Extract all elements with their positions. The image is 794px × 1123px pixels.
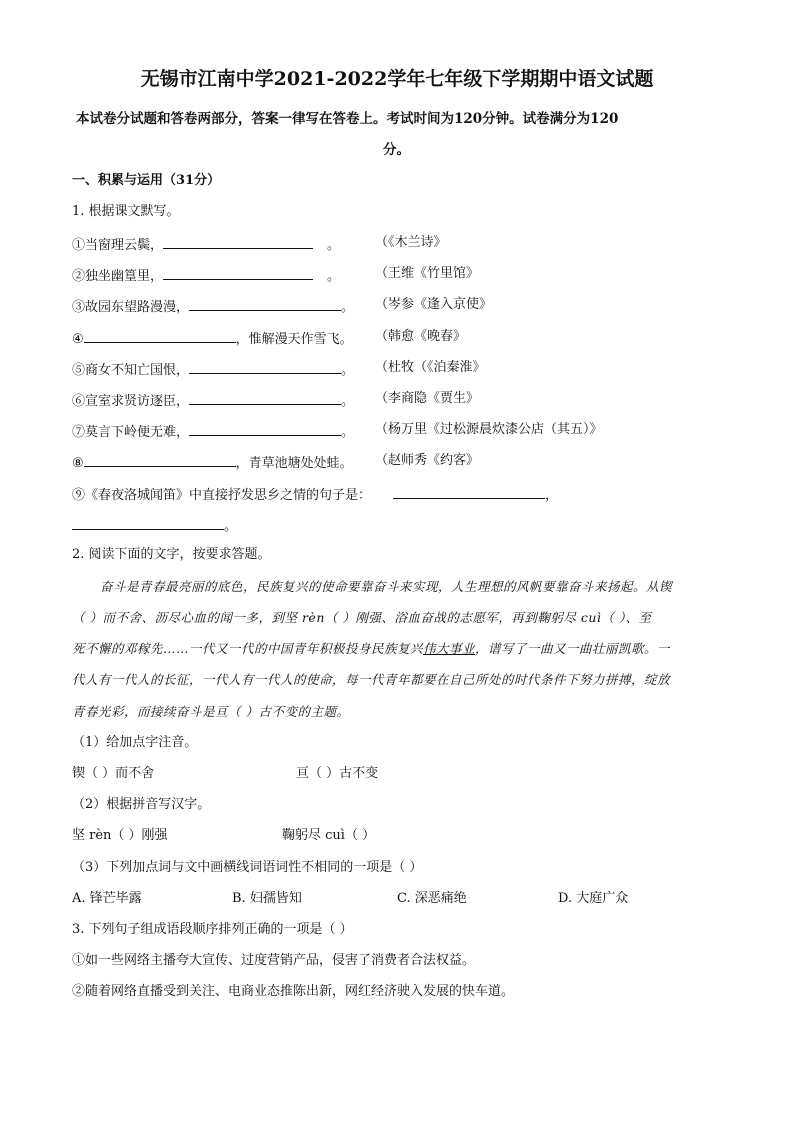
answer-blank[interactable] [84, 452, 236, 467]
sub-question: （2）根据拼音写汉字。 [72, 797, 211, 812]
item-prefix: ⑥宣室求贤访逐臣， [72, 394, 190, 409]
recitation-item [72, 390, 354, 411]
answer-blank[interactable] [189, 390, 341, 405]
item-source: （《木兰诗》 [375, 235, 447, 250]
item-source: （李商隐《贾生》 [375, 391, 480, 406]
item-prefix: ⑤商女不知亡国恨， [72, 363, 190, 378]
passage-text: 死不懈的邓稼先……一代又一代的中国青年积极投身民族复兴伟大事业，谱写了一曲又一曲壮丽凯歌。一 [72, 641, 671, 656]
answer-blank[interactable] [189, 296, 341, 311]
option-b[interactable]: B. 妇孺皆知 [232, 891, 302, 906]
sentence-2: ②随着网络直播受到关注、电商业态推陈出新，网红经济驶入发展的快车道。 [72, 984, 515, 999]
item-suffix: ，惟解漫天作雪飞。 [235, 332, 353, 347]
option-a[interactable]: A. 锋芒毕露 [72, 891, 142, 906]
recitation-item [72, 328, 353, 349]
item-prefix: ⑦莫言下岭便无难， [72, 425, 190, 440]
item-suffix: 。 [341, 300, 355, 315]
question-2-prompt: 2. 阅读下面的文字，按要求答题。 [72, 547, 271, 562]
passage-line: （ ）而不舍、沥尽心血的闻一多，到坚 rèn（ ）刚强、浴血奋战的志愿军，再到鞠躬尽 cuì（ ）、至 [72, 610, 652, 625]
answer-blank[interactable] [189, 359, 341, 374]
question-3-prompt: 3. 下列句子组成语段顺序排列正确的一项是（ ） [72, 922, 353, 937]
recitation-item [72, 421, 354, 442]
item-suffix: 。 [224, 519, 238, 534]
recitation-item [72, 452, 353, 473]
item-separator: ， [545, 488, 559, 503]
underlined-phrase: 伟大事业 [423, 641, 476, 656]
answer-blank[interactable] [72, 515, 224, 530]
intro-line-end: 分。 [383, 142, 410, 158]
recitation-item [72, 296, 354, 317]
item-prefix: ①当窗理云鬓， [72, 238, 164, 253]
item-prefix: ③故园东望路漫漫， [72, 300, 190, 315]
item-source: （杜牧（《泊秦淮》 [375, 360, 486, 375]
item-source: （杨万里《过松源晨炊漆公店（其五）》 [375, 422, 603, 437]
question-1-prompt: 1. 根据课文默写。 [72, 204, 180, 219]
recitation-item-9-cont [72, 515, 237, 536]
item-suffix: 。 [327, 269, 341, 284]
intro-line: 本试卷分试题和答卷两部分，答案一律写在答卷上。考试时间为120分钟。试卷满分为120 [76, 111, 619, 127]
answer-blank[interactable] [189, 421, 341, 436]
item-suffix: 。 [327, 238, 341, 253]
pinyin-item: 亘（ ）古不变 [296, 766, 379, 781]
recitation-item [72, 234, 340, 255]
passage-line [72, 640, 670, 658]
answer-blank[interactable] [163, 265, 313, 280]
item-suffix: 。 [341, 363, 355, 378]
item-source: （韩愈《晚春》 [375, 329, 467, 344]
recitation-item [72, 265, 340, 286]
section-heading: 一、积累与运用（31分） [72, 173, 221, 188]
passage-line: 代人有一代人的长征，一代人有一代人的使命，每一代青年都要在自己所处的时代条件下努力拼搏，绽放 [72, 672, 671, 687]
item-prefix: ⑧ [72, 456, 84, 471]
item-prefix: ④ [72, 332, 84, 347]
hanzi-item: 鞠躬尽 cuì（ ） [282, 828, 376, 843]
sentence-1: ①如一些网络主播夸大宣传、过度营销产品，侵害了消费者合法权益。 [72, 953, 476, 968]
sub-question: （3）下列加点词与文中画横线词语词性不相同的一项是（ ） [72, 860, 423, 875]
answer-blank[interactable] [163, 234, 313, 249]
item-prefix: ②独坐幽篁里， [72, 269, 164, 284]
answer-blank[interactable] [393, 484, 545, 499]
hanzi-item: 坚 rèn（ ）刚强 [72, 828, 168, 843]
item-source: （岑参《逢入京使》 [375, 297, 493, 312]
item-source: （赵师秀《约客》 [375, 453, 480, 468]
option-d[interactable]: D. 大庭广众 [558, 891, 629, 906]
answer-blank[interactable] [84, 328, 236, 343]
pinyin-item: 锲（ ）而不舍 [72, 766, 155, 781]
item-prefix: ⑨《春夜洛城闻笛》中直接抒发思乡之情的句子是： [72, 488, 372, 503]
option-c[interactable]: C. 深恶痛绝 [397, 891, 467, 906]
passage-line: 奋斗是青春最亮丽的底色，民族复兴的使命要靠奋斗来实现，人生理想的风帆要靠奋斗来扬起。从锲 [100, 579, 673, 594]
item-suffix: 。 [341, 425, 355, 440]
item-suffix: 。 [341, 394, 355, 409]
item-source: （王维《竹里馆》 [375, 266, 480, 281]
item-suffix: ，青草池塘处处蛙。 [235, 456, 353, 471]
sub-question: （1）给加点字注音。 [72, 735, 198, 750]
recitation-item-9 [72, 484, 558, 505]
passage-line: 青春光彩，而接续奋斗是亘（ ）古不变的主题。 [72, 704, 350, 719]
recitation-item [72, 359, 354, 380]
page-title: 无锡市江南中学2021-2022学年七年级下学期期中语文试题 [140, 68, 654, 90]
